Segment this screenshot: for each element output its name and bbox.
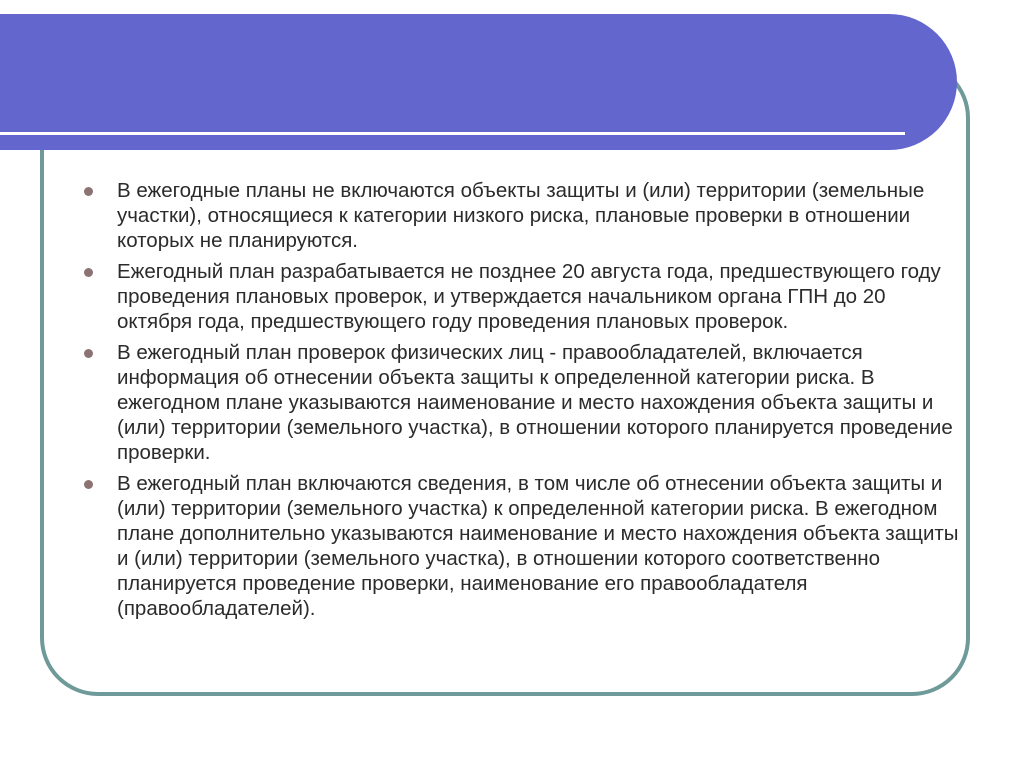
bullet-text: В ежегодные планы не включаются объекты защиты и (или) территории (земельные участки), относящиеся к категории низкого риска, плановые проверки в отношении которых не планируются. xyxy=(117,179,925,252)
bullet-dot-icon xyxy=(84,480,93,489)
bullet-text: В ежегодный план проверок физических лиц - правообладателей, включается информация об отнесении объекта защиты к определенной категории риска. В ежегодном плане указываются наименование и место нахождения объекта защиты и (или) территории (земельного участка), в отношении которого планируется проведение проверки. xyxy=(117,341,953,464)
bullet-text: Ежегодный план разрабатывается не позднее 20 августа года, предшествующего году проведения плановых проверок, и утверждается начальником органа ГПН до 20 октября года, предшествующего году проведения плановых проверок. xyxy=(117,260,941,333)
bullet-dot-icon xyxy=(84,349,93,358)
header-band xyxy=(0,14,957,150)
header-divider xyxy=(0,132,905,135)
bullet-text: В ежегодный план включаются сведения, в том числе об отнесении объекта защиты и (или) территории (земельного участка) к определенной категории риска. В ежегодном плане дополнительно указываются наименование и место нахождения объекта защиты и (или) территории (земельного участка), в отношении которого соответственно планируется проведение проверки, наименование его правообладателя (правообладателей). xyxy=(117,472,959,620)
bullet-item xyxy=(80,178,960,253)
bullet-item xyxy=(80,471,960,621)
bullet-dot-icon xyxy=(84,187,93,196)
bullet-item xyxy=(80,340,960,465)
bullet-list xyxy=(80,178,960,627)
bullet-item xyxy=(80,259,960,334)
bullet-dot-icon xyxy=(84,268,93,277)
